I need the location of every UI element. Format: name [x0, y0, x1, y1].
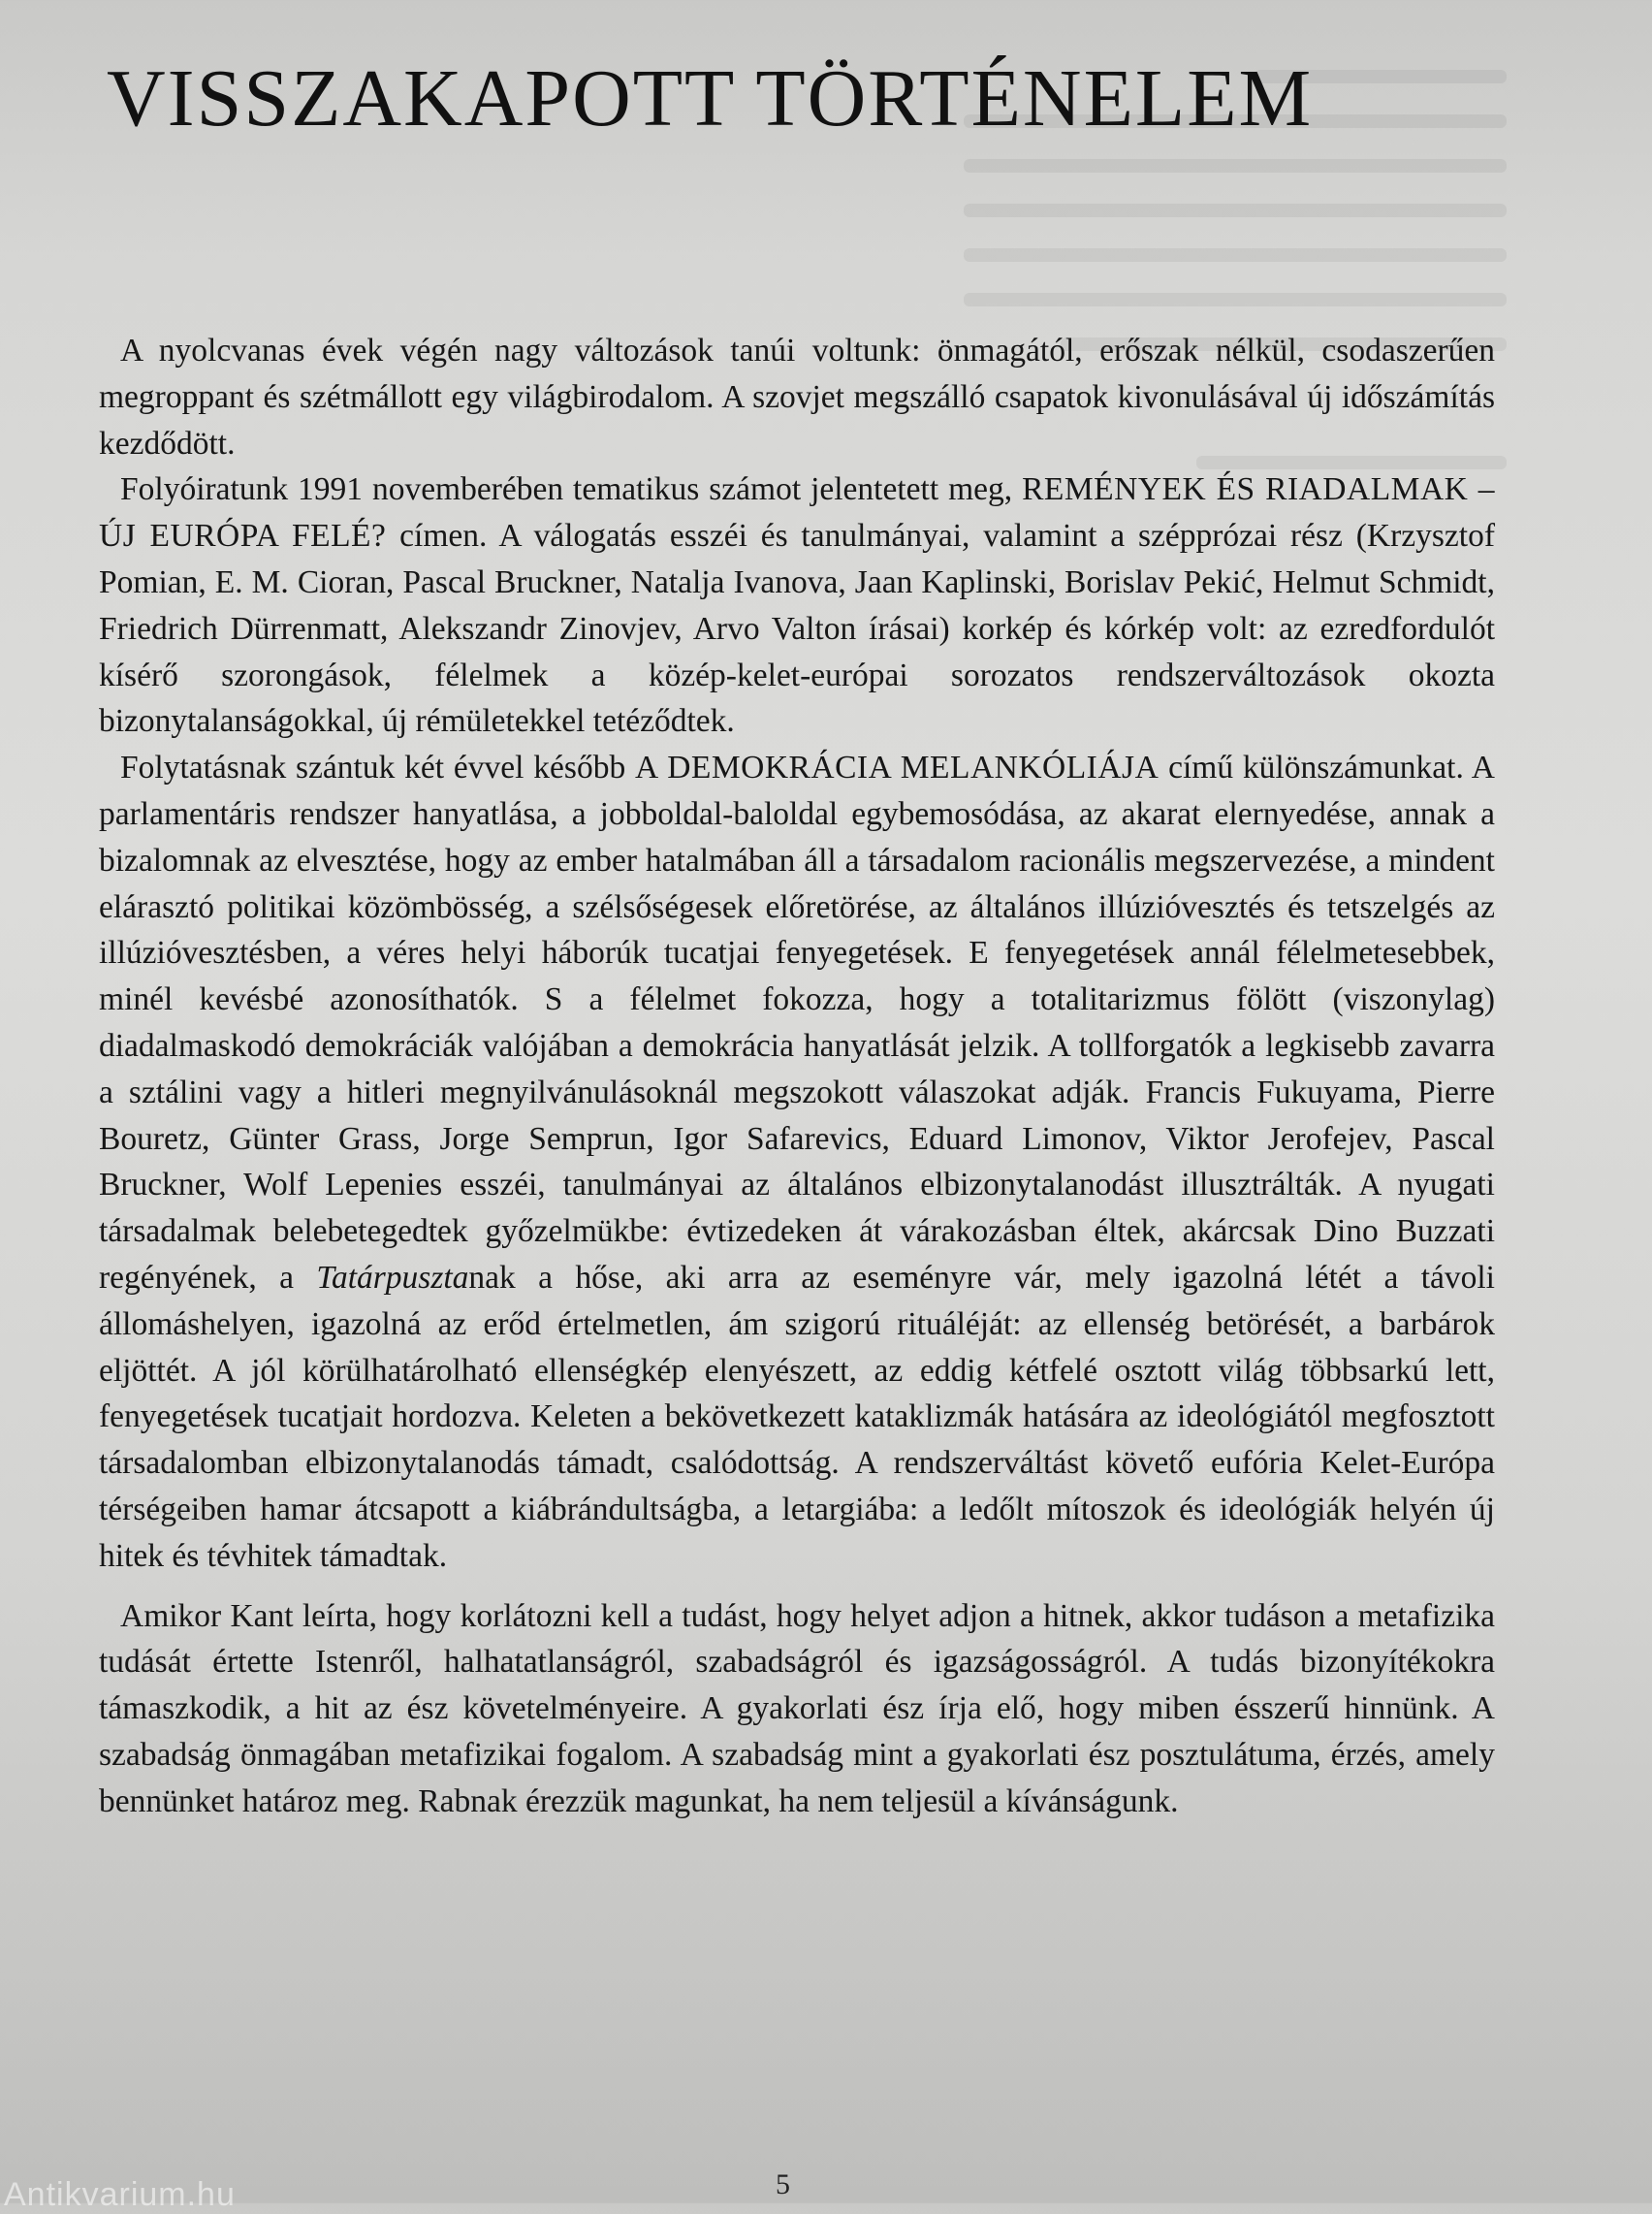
issue-title-demokracia: A DEMOKRÁCIA MELANKÓLIÁJA: [635, 750, 1160, 786]
paragraph-2: [99, 466, 1495, 745]
paragraph-2-text-end: címen. A válogatás esszéi és tanulmányai, valamint a szépprózai rész (Krzysztof Pomian, E. M. Cioran, Pascal Bruckner, Natalja Ivanova, Jaan Kaplinski, Borislav Pekić, Helmut Schmidt, Friedrich Dürrenmatt, Alekszandr Zinovjev, Arvo Valton írásai) korkép és kórkép volt: az ezredfordulót kísérő szorongások, félelmek a közép-kelet-európai sorozatos rendszerváltozások okozta bizonytalanságokkal, új rémületekkel tetéződtek.: [99, 518, 1495, 740]
paragraph-2-text-start: Folyóiratunk 1991 novemberében tematikus számot jelentetett meg,: [120, 471, 1023, 508]
paragraph-3-text-middle: című különszámunkat. A parlamentáris rendszer hanyatlása, a jobboldal-baloldal egybemosódása, az akarat elernyedése, annak a bizalomnak az elvesztése, hogy az ember hatalmában áll a társadalom racionális megszervezése, a mindent elárasztó politikai közömbösség, a szélsőségesek előretörése, az általános illúzióvesztés és tetszelgés az illúzióvesztésben, a véres helyi háborúk tucatjai fenyegetések. E fenyegetések annál félelmetesebbek, minél kevésbé azonosíthatók. S a félelmet fokozza, hogy a totalitarizmus fölött (viszonylag) diadalmaskodó demokráciák valójában a demokrácia hanyatlását jelzik. A tollforgatók a legkisebb zavarra a sztálini vagy a hitleri megnyilvánulásoknál megszokott válaszokat adják. Francis Fukuyama, Pierre Bouretz, Günter Grass, Jorge Semprun, Igor Safarevics, Eduard Limonov, Viktor Jerofejev, Pascal Bruckner, Wolf Lepenies esszéi, tanulmányai az általános elbizonytalanodást illusztrálták. A nyugati társadalmak belebetegedtek győzelmükbe: évtizedeken át várakozásban éltek, akárcsak Dino Buzzati regényének, a: [99, 750, 1496, 1296]
page-title: VISSZAKAPOTT TÖRTÉNELEM: [107, 53, 1314, 144]
paragraph-3: [99, 745, 1495, 1579]
article-body: [99, 328, 1495, 1825]
paragraph-4: Amikor Kant leírta, hogy korlátozni kell a tudást, hogy helyet adjon a hitnek, akkor tudáson a metafizika tudását értette Istenről, halhatatlanságról, szabadságról és igazságosságról. A tudás bizonyítékokra támaszkodik, a hit az ész követelményeire. A gyakorlati ész írja elő, hogy miben ésszerű hinnünk. A szabadság önmagában metafizikai fogalom. A szabadság mint a gyakorlati ész posztulátuma, érzés, amely bennünket határoz meg. Rabnak érezzük magunkat, ha nem teljesül a kívánságunk.: [99, 1597, 1495, 1819]
paragraph-3-text-end: nak a hőse, aki arra az eseményre vár, mely igazolná létét a távoli állomáshelyen, igazolná az erőd értelmetlen, ám szigorú rituáléját: az ellenség betörését, a barbárok eljöttét. A jól körülhatárolható ellenségkép elenyészett, az eddig kétfelé osztott világ többsarkú lett, fenyegetések tucatjait hordozva. Keleten a bekövetkezett kataklizmák hatására az ideológiától megfosztott társadalomban elbizonytalanodás támadt, csalódottság. A rendszerváltást követő eufória Kelet-Európa térségeiben hamar átcsapott a kiábrándultságba, a letargiába: a ledőlt mítoszok és ideológiák helyén új hitek és tévhitek támadtak.: [99, 1259, 1495, 1574]
novel-title-tatarpuszta: Tatárpuszta: [316, 1259, 469, 1296]
paragraph-3-text-start: Folytatásnak szántuk két évvel később: [120, 750, 636, 786]
page-number: 5: [776, 2168, 790, 2200]
paragraph-1: A nyolcvanas évek végén nagy változások tanúi voltunk: önmagától, erőszak nélkül, csodaszerűen megroppant és szétmállott egy világbirodalom. A szovjet megszálló csapatok kivonulásával új időszámítás kezdődött.: [99, 333, 1495, 462]
watermark: Antikvarium.hu: [4, 2176, 236, 2213]
issue-title-remenyek: REMÉNYEK ÉS RIADALMAK – ÚJ EURÓPA FELÉ?: [99, 471, 1496, 555]
